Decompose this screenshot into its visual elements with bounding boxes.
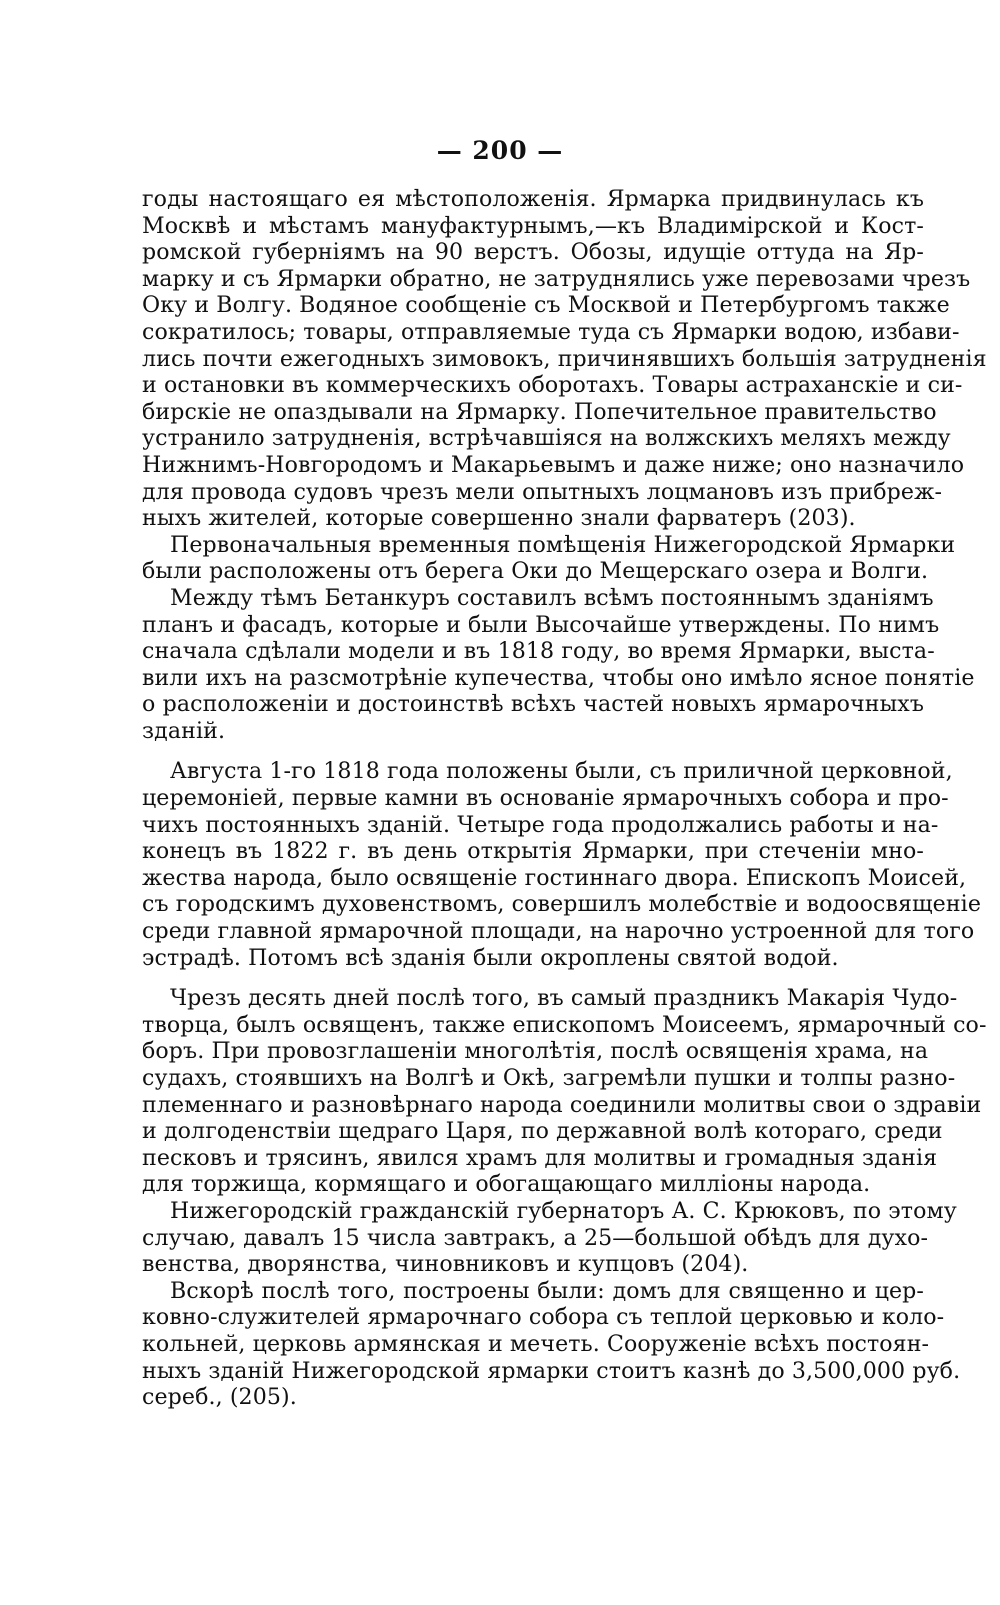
text-line: жества народа, было освященіе гостиннаго двора. Епископъ Моисей, <box>142 864 967 891</box>
text-line: венства, дворянства, чиновниковъ и купцовъ (204). <box>142 1251 749 1278</box>
text-line: бирскіе не опаздывали на Ярмарку. Попечительное правительство <box>142 398 937 425</box>
text-line: творца, былъ освященъ, также епископомъ Моисеемъ, ярмарочный со- <box>142 1011 987 1038</box>
text-line: марку и съ Ярмарки обратно, не затруднялись уже перевозами чрезъ <box>142 265 971 292</box>
text-line: случаю, давалъ 15 числа завтракъ, а 25—большой обѣдъ для духо- <box>142 1224 929 1251</box>
paragraph-3 <box>142 584 975 745</box>
text-line: конецъ въ 1822 г. въ день открытія Ярмарки, при стеченіи мно- <box>142 838 924 865</box>
text-line: сереб., (205). <box>142 1384 297 1411</box>
text-line: для торжища, кормящаго и обогащающаго милліоны народа. <box>142 1171 871 1198</box>
text-line: и долгоденствіи щедраго Царя, по державной волѣ котораго, среди <box>142 1118 943 1145</box>
text-line: среди главной ярмарочной площади, на нарочно устроенной для того <box>142 918 975 945</box>
text-line: планъ и фасадъ, которые и были Высочайше утверждены. По нимъ <box>142 611 940 638</box>
text-line: и остановки въ коммерческихъ оборотахъ. Товары астраханскіе и си- <box>142 372 963 399</box>
text-line: Чрезъ десять дней послѣ того, въ самый праздникъ Макарія Чудо- <box>170 985 958 1012</box>
text-line: боръ. При провозглашеніи многолѣтія, послѣ освященія храма, на <box>142 1038 929 1065</box>
paragraph-4 <box>142 758 982 971</box>
text-line: устранило затрудненія, встрѣчавшіяся на волжскихъ меляхъ между <box>142 425 951 452</box>
text-line: кольней, церковь армянская и мечеть. Сооруженіе всѣхъ постоян- <box>142 1330 930 1357</box>
text-line: годы настоящаго ея мѣстоположенія. Ярмарка придвинулась къ <box>142 186 924 212</box>
text-line: ныхъ зданій Нижегородской ярмарки стоитъ казнѣ до 3,500,000 руб. <box>142 1357 961 1384</box>
text-line: Нижегородскій гражданскій губернаторъ А. С. Крюковъ, по этому <box>170 1197 957 1224</box>
paragraph-2 <box>142 531 956 585</box>
text-line: песковъ и трясинъ, явился храмъ для молитвы и громадныя зданія <box>142 1144 938 1171</box>
main-text <box>142 186 987 1411</box>
text-line: церемоніей, первые камни въ основаніе ярмарочныхъ собора и про- <box>142 785 949 812</box>
text-line: Нижнимъ-Новгородомъ и Макарьевымъ и даже ниже; оно назначило <box>142 451 965 478</box>
text-line: Оку и Волгу. Водяное сообщеніе съ Москвой и Петербургомъ также <box>142 292 950 319</box>
text-line: зданій. <box>142 717 226 744</box>
paragraph-7 <box>142 1277 961 1411</box>
text-line: ромской губерніямъ на 90 верстъ. Обозы, идущіе оттуда на Яр- <box>142 239 924 266</box>
text-line: Первоначальныя временныя помѣщенія Нижегородской Ярмарки <box>170 531 956 558</box>
text-line: вили ихъ на разсмотрѣніе купечества, чтобы оно имѣло ясное понятіе <box>142 664 975 691</box>
paragraph-1 <box>142 186 987 532</box>
text-line: Между тѣмъ Бетанкуръ составилъ всѣмъ постояннымъ зданіямъ <box>170 584 934 611</box>
text-line: лись почти ежегодныхъ зимовокъ, причинявшихъ большія затрудненія <box>142 345 987 372</box>
text-line: были расположены отъ берега Оки до Мещерскаго озера и Волги. <box>142 558 929 585</box>
text-line: съ городскимъ духовенствомъ, совершилъ молебствіе и водоосвященіе <box>142 891 982 918</box>
text-line: Августа 1-го 1818 года положены были, съ приличной церковной, <box>170 758 953 785</box>
text-line: сократилось; товары, отправляемые туда съ Ярмарки водою, избави- <box>142 318 960 345</box>
text-line: сначала сдѣлали модели и въ 1818 году, во время Ярмарки, выста- <box>142 638 935 665</box>
text-line: эстрадѣ. Потомъ всѣ зданія были окроплены святой водой. <box>142 944 839 971</box>
text-line: племеннаго и разновѣрнаго народа соединили молитвы свои о здравіи <box>142 1091 982 1118</box>
text-line: Вскорѣ послѣ того, построены были: домъ для священно и цер- <box>170 1277 924 1304</box>
page-number: — 200 — <box>436 136 564 165</box>
text-line: ковно-служителей ярмарочнаго собора съ теплой церковью и коло- <box>142 1304 945 1331</box>
paragraph-5 <box>142 985 987 1198</box>
text-line: чихъ постоянныхъ зданій. Четыре года продолжались работы и на- <box>142 811 939 838</box>
text-line: для провода судовъ чрезъ мели опытныхъ лоцмановъ изъ прибреж- <box>142 478 943 505</box>
text-line: ныхъ жителей, которые совершенно знали фарватеръ (203). <box>142 505 856 532</box>
paragraph-6 <box>142 1197 957 1278</box>
text-line: о расположеніи и достоинствѣ всѣхъ частей новыхъ ярмарочныхъ <box>142 691 924 718</box>
text-line: судахъ, стоявшихъ на Волгѣ и Окѣ, загремѣли пушки и толпы разно- <box>142 1065 956 1091</box>
text-line: Москвѣ и мѣстамъ мануфактурнымъ,—къ Владимірской и Кост- <box>142 212 924 239</box>
